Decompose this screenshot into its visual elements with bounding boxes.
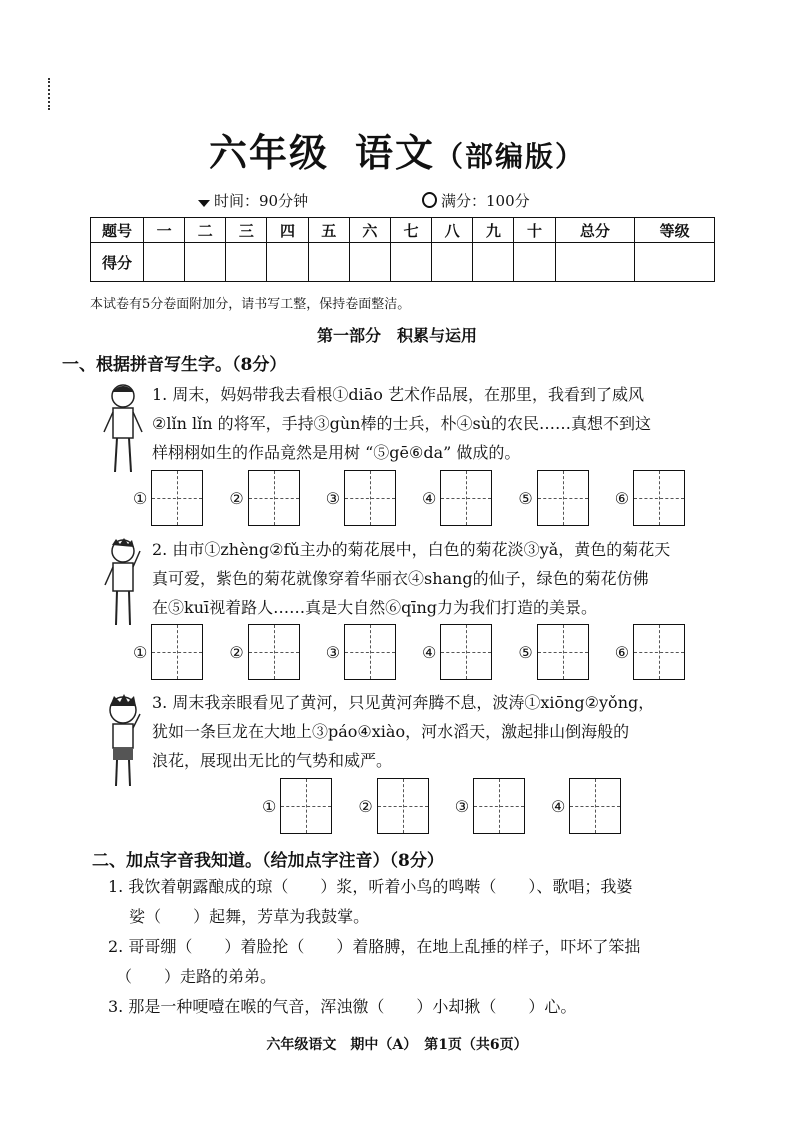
score-table-header <box>91 218 715 243</box>
score-header-label: 题号 <box>91 218 144 243</box>
q1-line-2: ②lǐn lǐn 的将军，手持③gùn棒的士兵，朴④sù的农民……真想不到这 <box>152 414 651 433</box>
s2-q2-line-1: 2. 哥哥绷（ ）着脸抡（ ）着胳膊，在地上乱捶的样子，吓坏了笨拙 <box>108 937 641 956</box>
boy-illustration-1 <box>100 380 146 480</box>
score-cell[interactable] <box>635 243 715 282</box>
score-header-cell: 二 <box>185 218 226 243</box>
score-table <box>90 217 715 282</box>
score-cell[interactable] <box>308 243 349 282</box>
q1-answer-boxes: ① ② ③ ④ ⑤ ⑥ <box>133 470 711 526</box>
s2-q1-line-2: 娑（ ）起舞，芳草为我鼓掌。 <box>108 907 370 926</box>
title-subject: 语文 <box>354 130 435 175</box>
q1-line-1: 1. 周末，妈妈带我去看根①diāo 艺术作品展，在那里，我看到了威风 <box>152 385 644 404</box>
answer-box[interactable] <box>151 470 203 526</box>
q3-passage <box>152 688 722 775</box>
answer-box[interactable] <box>633 470 685 526</box>
answer-box[interactable] <box>440 624 492 680</box>
answer-box[interactable] <box>344 624 396 680</box>
q3-line-2: 犹如一条巨龙在大地上③páo④xiào，河水滔天，激起排山倒海般的 <box>152 722 630 741</box>
q2-answer-boxes: ① ② ③ ④ ⑤ ⑥ <box>133 624 711 680</box>
score-cell[interactable] <box>555 243 635 282</box>
hourglass-icon <box>198 200 210 207</box>
q2-line-1: 2. 由市①zhèng②fǔ主办的菊花展中，白色的菊花淡③yǎ，黄色的菊花天 <box>152 540 671 559</box>
page-footer: 六年级语文 期中（A） 第1页（共6页） <box>266 1037 528 1053</box>
answer-box[interactable] <box>151 624 203 680</box>
check-circle-icon <box>422 192 437 208</box>
q2-passage <box>152 535 722 622</box>
title-grade: 六年级 <box>208 130 329 175</box>
binding-dots <box>48 78 54 110</box>
score-cell[interactable] <box>390 243 431 282</box>
s2-q1-line-1: 1. 我饮着朝露酿成的琼（ ）浆，听着小鸟的鸣啭（ ）、歌唱；我婆 <box>108 877 633 896</box>
s2-q3-line-1: 3. 那是一种哽噎在喉的气音，浑浊徼（ ）小却揪（ ）心。 <box>108 997 577 1016</box>
score-header-cell: 一 <box>144 218 185 243</box>
score-header-cell: 总分 <box>555 218 635 243</box>
answer-box[interactable] <box>377 778 429 834</box>
score-cell[interactable] <box>226 243 267 282</box>
score-cell[interactable] <box>349 243 390 282</box>
q3-answer-boxes: ① ② ③ ④ <box>262 778 647 834</box>
score-header-cell: 八 <box>432 218 473 243</box>
exam-time: 时间：90分钟 <box>198 190 308 211</box>
score-header-cell: 三 <box>226 218 267 243</box>
score-header-cell: 五 <box>308 218 349 243</box>
neatness-note: 本试卷有5分卷面附加分，请书写工整，保持卷面整洁。 <box>90 297 411 312</box>
section2-questions <box>108 872 723 1022</box>
boy-illustration-3 <box>100 692 146 792</box>
score-cell[interactable] <box>514 243 555 282</box>
score-header-cell: 七 <box>390 218 431 243</box>
answer-box[interactable] <box>280 778 332 834</box>
answer-box[interactable] <box>248 624 300 680</box>
score-table-row <box>91 243 715 282</box>
score-header-cell: 十 <box>514 218 555 243</box>
q3-line-1: 3. 周末我亲眼看见了黄河，只见黄河奔腾不息，波涛①xiōng②yǒng， <box>152 693 655 712</box>
score-cell[interactable] <box>473 243 514 282</box>
s2-q2-line-2: （ ）走路的弟弟。 <box>108 967 277 986</box>
q1-passage <box>152 380 722 467</box>
q2-line-2: 真可爱，紫色的菊花就像穿着华丽衣④shang的仙子，绿色的菊花仿佛 <box>152 569 649 588</box>
section2-heading: 二、加点字音我知道。（给加点字注音）（8分） <box>92 851 444 871</box>
answer-box[interactable] <box>344 470 396 526</box>
score-row-label: 得分 <box>91 243 144 282</box>
q1-line-3: 样栩栩如生的作品竟然是用树 “⑤gē⑥da” 做成的。 <box>152 443 521 462</box>
answer-box[interactable] <box>569 778 621 834</box>
score-cell[interactable] <box>144 243 185 282</box>
section1-heading: 一、根据拼音写生字。（8分） <box>62 355 287 375</box>
answer-box[interactable] <box>537 624 589 680</box>
answer-box[interactable] <box>473 778 525 834</box>
score-header-cell: 四 <box>267 218 308 243</box>
score-cell[interactable] <box>432 243 473 282</box>
q3-line-3: 浪花，展现出无比的气势和威严。 <box>152 751 393 770</box>
title-edition: （部编版） <box>435 140 586 173</box>
part-title: 第一部分 积累与运用 <box>316 326 477 345</box>
score-header-cell: 九 <box>473 218 514 243</box>
boy-illustration-2 <box>100 535 146 635</box>
q2-line-3: 在⑤kuī视着路人……真是大自然⑥qīng力为我们打造的美景。 <box>152 598 598 617</box>
answer-box[interactable] <box>537 470 589 526</box>
full-score: 满分：100分 <box>422 190 530 211</box>
score-header-cell: 等级 <box>635 218 715 243</box>
page-title <box>0 122 794 177</box>
score-header-cell: 六 <box>349 218 390 243</box>
score-cell[interactable] <box>185 243 226 282</box>
answer-box[interactable] <box>440 470 492 526</box>
score-cell[interactable] <box>267 243 308 282</box>
answer-box[interactable] <box>633 624 685 680</box>
answer-box[interactable] <box>248 470 300 526</box>
